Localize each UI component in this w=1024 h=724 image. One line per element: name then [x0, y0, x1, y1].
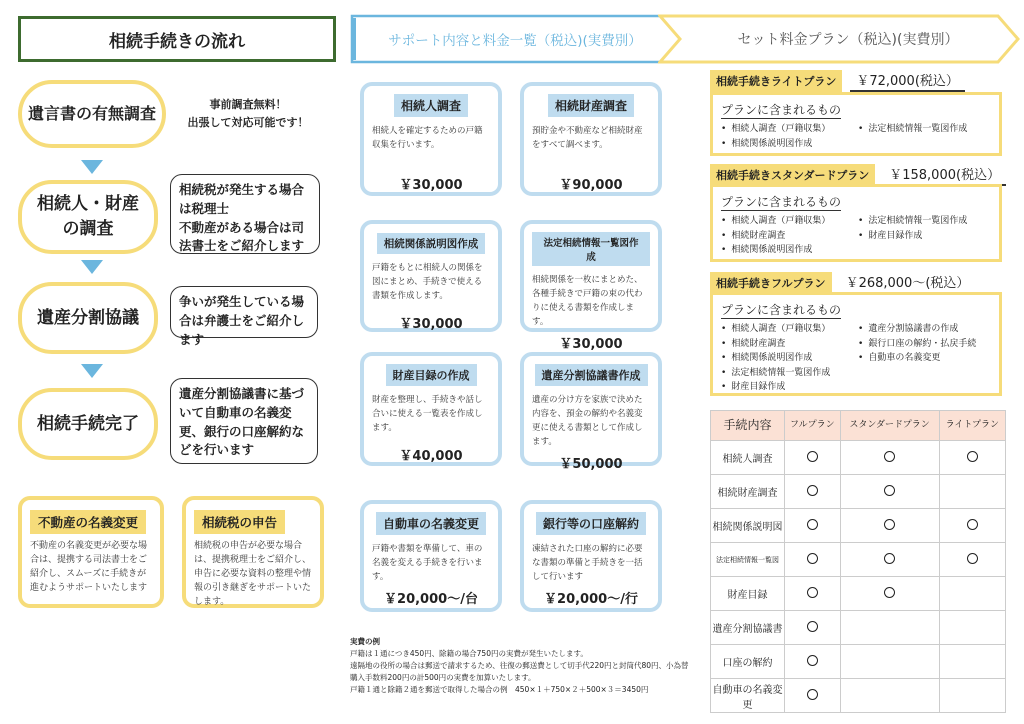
- service-price: ￥90,000: [559, 178, 623, 193]
- included-circle-icon: [807, 485, 818, 496]
- service-card: [520, 82, 662, 196]
- plan-price: ￥158,000(税込）: [883, 164, 1006, 186]
- table-cell: [840, 475, 939, 509]
- table-cell: [840, 611, 939, 645]
- plan-name: 相続手続きライトプラン: [710, 70, 842, 92]
- table-row: [711, 509, 1006, 543]
- service-card: [520, 352, 662, 473]
- plan-item: • 法定相続情報一覧図作成: [858, 214, 967, 229]
- note-tax-accountant: 相続税が発生する場合は税理士 不動産がある場合は司法書士をご紹介します: [170, 174, 320, 254]
- service-title: 相続人調査: [394, 94, 468, 117]
- plan-item: • 遺産分割協議書の作成: [858, 322, 976, 337]
- plan-item: • 法定相続情報一覧図作成: [858, 122, 967, 137]
- plan-item: • 相続人調査（戸籍収集）: [721, 322, 858, 337]
- table-cell: [939, 475, 1005, 509]
- plan-box-light: [710, 92, 1002, 156]
- table-cell: [939, 543, 1005, 577]
- free-note-line: 事前調査無料！: [209, 98, 287, 111]
- table-row: [711, 475, 1006, 509]
- plan-comparison-table: [710, 410, 1006, 713]
- service-price: ￥40,000: [399, 449, 463, 465]
- plan-box-standard: [710, 184, 1002, 262]
- table-cell: [840, 441, 939, 475]
- service-price: ￥20,000〜/台: [384, 592, 478, 608]
- included-circle-icon: [807, 621, 818, 632]
- service-price: ￥30,000: [399, 178, 463, 193]
- table-cell: [840, 645, 939, 679]
- row-label: 自動車の名義変更: [711, 679, 785, 713]
- plan-box-full: [710, 292, 1002, 396]
- column-header: ライトプラン: [939, 411, 1005, 441]
- included-circle-icon: [807, 519, 818, 530]
- table-cell: [840, 509, 939, 543]
- extra-title: 相続税の申告: [194, 510, 285, 534]
- plan-subtitle: プランに含まれるもの: [721, 303, 842, 317]
- included-circle-icon: [967, 451, 978, 462]
- included-circle-icon: [884, 519, 895, 530]
- table-cell: [840, 577, 939, 611]
- service-title: 法定相続情報一覧図作成: [532, 232, 650, 266]
- included-circle-icon: [884, 485, 895, 496]
- row-label: 法定相続情報一覧図: [711, 543, 785, 577]
- extra-tax-return-card: [182, 496, 324, 608]
- service-card: [360, 220, 502, 332]
- expense-title: 実費の例: [350, 637, 380, 646]
- included-circle-icon: [807, 451, 818, 462]
- service-title: 相続財産調査: [548, 94, 634, 117]
- plan-header-standard: [710, 164, 1006, 186]
- table-cell: [939, 645, 1005, 679]
- service-title: 自動車の名義変更: [376, 512, 486, 535]
- service-title: 銀行等の口座解約: [536, 512, 646, 535]
- plan-header-full: [710, 272, 975, 294]
- plan-subtitle: プランに含まれるもの: [721, 103, 842, 117]
- service-desc: 戸籍や書類を準備して、車の名義を変える手続きを行います。: [372, 544, 483, 583]
- expense-line: 戸籍１通と除籍２通を郵送で取得した場合の例 450×１＋750×２＋500×３＝3450円: [350, 685, 649, 694]
- column-header: 手続内容: [711, 411, 785, 441]
- table-header-row: [711, 411, 1006, 441]
- included-circle-icon: [807, 553, 818, 564]
- row-label: 相続財産調査: [711, 475, 785, 509]
- service-desc: 遺産の分け方を家族で決めた内容を、預金の解約や名義変更に使える書類として作成します。: [532, 395, 643, 448]
- table-cell: [785, 475, 841, 509]
- plan-price: ￥72,000(税込）: [850, 70, 965, 92]
- expense-line: 戸籍は１通につき450円、除籍の場合750円の実費が発生いたします。: [350, 649, 588, 658]
- service-card: [360, 82, 502, 196]
- table-cell: [939, 611, 1005, 645]
- flow-step-complete: 相続手続完了: [18, 388, 158, 460]
- flow-arrow-icon: [81, 260, 103, 274]
- table-row: [711, 645, 1006, 679]
- table-row: [711, 441, 1006, 475]
- extra-text: 不動産の名義変更が必要な場合は、提携する司法書士をご紹介し、スムーズに手続きが進むようサポートいたします: [30, 541, 148, 593]
- flow-step-will: 遺言書の有無調査: [18, 80, 166, 148]
- plan-item: • 自動車の名義変更: [858, 351, 976, 366]
- table-row: [711, 577, 1006, 611]
- table-cell: [939, 679, 1005, 713]
- plan-item: • 相続財産調査: [721, 337, 858, 352]
- plan-subtitle: プランに含まれるもの: [721, 195, 842, 209]
- plan-item: • 銀行口座の解約・払戻手続: [858, 337, 976, 352]
- service-desc: 相続関係を一枚にまとめた、各種手続きで戸籍の束の代わりに使える書類を作成します。: [532, 275, 643, 328]
- plan-item: • 法定相続情報一覧図作成: [721, 366, 858, 381]
- service-desc: 相続人を確定するための戸籍収集を行います。: [372, 126, 483, 151]
- plan-item: • 財産目録作成: [721, 380, 858, 395]
- table-cell: [785, 543, 841, 577]
- column-header: スタンダードプラン: [840, 411, 939, 441]
- service-desc: 凍結された口座の解約に必要な書類の準備と手続きを一括して行います: [532, 544, 643, 583]
- flow-arrow-icon: [81, 364, 103, 378]
- services-title: サポート内容と料金一覧（税込)(実費別）: [388, 33, 642, 49]
- plan-item: • 相続関係説明図作成: [721, 351, 858, 366]
- plan-item: • 相続関係説明図作成: [721, 243, 858, 258]
- plan-header-light: [710, 70, 965, 92]
- row-label: 財産目録: [711, 577, 785, 611]
- table-cell: [785, 679, 841, 713]
- service-desc: 預貯金や不動産など相続財産をすべて調べます。: [532, 126, 643, 151]
- included-circle-icon: [807, 655, 818, 666]
- plan-item: • 相続財産調査: [721, 229, 858, 244]
- plan-name: 相続手続きフルプラン: [710, 272, 832, 294]
- extra-real-estate-card: [18, 496, 164, 608]
- row-label: 口座の解約: [711, 645, 785, 679]
- service-title: 財産目録の作成: [386, 364, 477, 386]
- extra-text: 相続税の申告が必要な場合は、提携税理士をご紹介し、申告に必要な資料の整理や情報の引き継ぎをサポートいたします。: [194, 541, 312, 607]
- free-survey-note: [178, 96, 318, 131]
- table-cell: [939, 577, 1005, 611]
- plan-item: • 相続人調査（戸籍収集）: [721, 122, 858, 137]
- table-row: [711, 611, 1006, 645]
- plans-title: セット料金プラン（税込)(実費別）: [737, 32, 959, 48]
- service-price: ￥30,000: [399, 317, 463, 333]
- table-cell: [785, 611, 841, 645]
- extra-title: 不動産の名義変更: [30, 510, 146, 534]
- table-cell: [939, 441, 1005, 475]
- table-cell: [939, 509, 1005, 543]
- included-circle-icon: [807, 587, 818, 598]
- flow-arrow-icon: [81, 160, 103, 174]
- service-card: [360, 352, 502, 466]
- service-title: 相続関係説明図作成: [377, 233, 486, 254]
- service-card: [520, 500, 662, 612]
- service-desc: 財産を整理し、手続きや話し合いに使える一覧表を作成します。: [372, 395, 483, 434]
- table-cell: [785, 441, 841, 475]
- table-cell: [840, 543, 939, 577]
- included-circle-icon: [884, 553, 895, 564]
- included-circle-icon: [967, 553, 978, 564]
- included-circle-icon: [967, 519, 978, 530]
- flow-step-survey: 相続人・財産の調査: [18, 180, 158, 254]
- included-circle-icon: [884, 451, 895, 462]
- row-label: 相続関係説明図: [711, 509, 785, 543]
- included-circle-icon: [807, 689, 818, 700]
- note-completion: 遺産分割協議書に基づいて自動車の名義変更、銀行の口座解約などを行います: [170, 378, 318, 464]
- flow-step-division: 遺産分割協議: [18, 282, 158, 354]
- free-note-line: 出張して対応可能です！: [187, 115, 309, 129]
- service-card: [360, 500, 502, 612]
- table-row: [711, 679, 1006, 713]
- plan-price: ￥268,000〜(税込）: [840, 272, 976, 294]
- row-label: 遺産分割協議書: [711, 611, 785, 645]
- note-lawyer: 争いが発生している場合は弁護士をご紹介します: [170, 286, 318, 338]
- row-label: 相続人調査: [711, 441, 785, 475]
- column-header: フルプラン: [785, 411, 841, 441]
- flow-title: 相続手続きの流れ: [18, 16, 336, 62]
- service-price: ￥50,000: [559, 457, 623, 473]
- service-desc: 戸籍をもとに相続人の関係を図にまとめ、手続きで使える書類を作成します。: [372, 263, 483, 302]
- table-cell: [785, 509, 841, 543]
- service-card: [520, 220, 662, 353]
- plan-item: • 相続関係説明図作成: [721, 137, 858, 152]
- service-price: ￥20,000〜/行: [544, 592, 638, 608]
- plan-item: • 財産目録作成: [858, 229, 967, 244]
- table-cell: [840, 679, 939, 713]
- service-title: 遺産分割協議書作成: [535, 364, 648, 386]
- included-circle-icon: [884, 587, 895, 598]
- expense-example: [350, 636, 695, 696]
- table-cell: [785, 645, 841, 679]
- table-row: [711, 543, 1006, 577]
- plan-name: 相続手続きスタンダードプラン: [710, 164, 875, 186]
- plan-item: • 相続人調査（戸籍収集）: [721, 214, 858, 229]
- table-cell: [785, 577, 841, 611]
- expense-line: 遠隔地の役所の場合は郵送で請求するため、往復の郵送費として切手代220円と封筒代80円、小為替購入手数料200円の計500円の実費を加算いたします。: [350, 661, 689, 682]
- service-price: ￥30,000: [559, 337, 623, 353]
